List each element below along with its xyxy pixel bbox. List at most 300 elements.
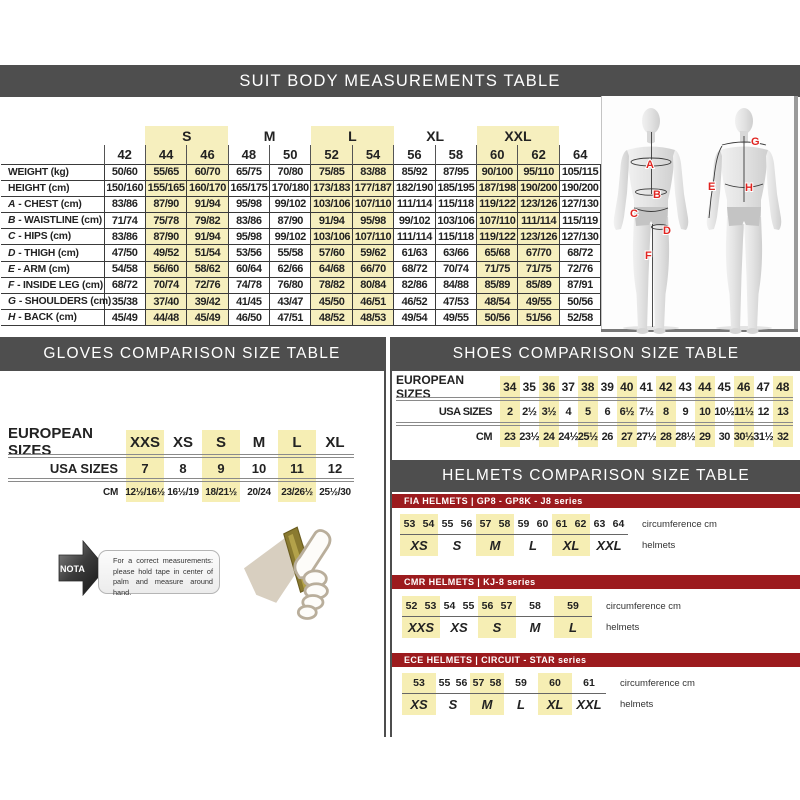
cm-size: 12½/16½ — [125, 486, 165, 498]
eu-size: 40 — [620, 379, 634, 394]
cmr-captions — [606, 596, 681, 638]
eu-size: XXS — [129, 433, 160, 451]
measurement-value: 60/64 — [228, 261, 269, 277]
ece-series-title: ECE HELMETS | CIRCUIT - STAR series — [404, 655, 587, 665]
shoes-size-column — [773, 376, 793, 447]
usa-size: 11½ — [734, 405, 754, 418]
measurement-value: 107/110 — [477, 213, 518, 229]
gloves-size-table — [8, 425, 354, 502]
gloves-size-column — [164, 430, 202, 502]
eu-size: 44 — [698, 379, 712, 394]
measurement-value: 190/200 — [559, 180, 600, 196]
measurement-value: 70/74 — [145, 277, 186, 293]
measurement-value: 105/115 — [559, 164, 600, 180]
size-col: 46 — [187, 145, 228, 164]
measurement-value: 79/82 — [187, 213, 228, 229]
measurement-value: 190/200 — [518, 180, 559, 196]
size-col: 50 — [270, 145, 311, 164]
shoes-size-column — [520, 376, 540, 447]
measurement-value: 84/88 — [435, 277, 476, 293]
eu-size: 42 — [659, 379, 673, 394]
shoes-size-column — [715, 376, 735, 447]
circumference-value: 64 — [612, 518, 625, 530]
measurement-label: E - ARM (cm) — [1, 261, 104, 277]
eu-size: 41 — [639, 379, 653, 394]
measurement-value: 60/70 — [187, 164, 228, 180]
measurement-value: 115/119 — [559, 213, 600, 229]
measurement-value: 91/94 — [187, 196, 228, 212]
measurement-value: 95/98 — [228, 196, 269, 212]
measurement-value: 43/47 — [270, 294, 311, 310]
measurement-value: 52/58 — [559, 310, 600, 326]
measurement-value: 64/68 — [311, 261, 352, 277]
measurement-value: 80/84 — [352, 277, 393, 293]
row-label: EUROPEAN SIZES — [8, 425, 94, 459]
size-col: 62 — [518, 145, 559, 164]
gloves-section-header — [0, 337, 384, 371]
label-A-chest: A — [646, 159, 654, 171]
measurement-value: 53/56 — [228, 245, 269, 261]
suit-size-group-row — [1, 126, 601, 145]
suit-measurement-row — [1, 213, 601, 229]
measurement-value: 47/51 — [270, 310, 311, 326]
measurement-value: 107/110 — [352, 196, 393, 212]
suit-measurement-row — [1, 294, 601, 310]
measurement-value: 62/66 — [270, 261, 311, 277]
usa-size: 8 — [662, 405, 669, 418]
measurement-value: 82/86 — [394, 277, 435, 293]
measurement-value: 103/106 — [311, 229, 352, 245]
thumbs-up-hand-icon — [230, 516, 342, 628]
circumference-value: 54 — [443, 600, 456, 612]
shoes-size-column — [637, 376, 657, 447]
measurement-value: 91/94 — [311, 213, 352, 229]
measurement-value: 87/90 — [145, 229, 186, 245]
usa-size: 7½ — [639, 405, 654, 418]
size-col: 54 — [352, 145, 393, 164]
mannequin-front-back-illustration — [601, 96, 798, 337]
cm-size: 16½/19 — [167, 486, 199, 498]
measurement-value: 68/72 — [394, 261, 435, 277]
cm-size: 31½ — [753, 430, 774, 443]
measurement-value: 50/56 — [477, 310, 518, 326]
measurement-value: 95/98 — [352, 213, 393, 229]
measurement-value: 187/198 — [477, 180, 518, 196]
circumference-value: 63 — [593, 518, 606, 530]
helmet-size-label: XS — [402, 693, 436, 715]
circumference-value: 54 — [422, 518, 435, 530]
measurement-value: 71/74 — [104, 213, 145, 229]
measurement-value: 85/92 — [394, 164, 435, 180]
circumference-value: 58 — [529, 600, 541, 612]
circumference-value: 55 — [438, 677, 451, 689]
usa-size: 12 — [757, 405, 769, 418]
measurement-value: 63/66 — [435, 245, 476, 261]
cm-size: 23½ — [519, 430, 540, 443]
circumference-value: 56 — [455, 677, 468, 689]
shoes-section-title: SHOES COMPARISON SIZE TABLE — [452, 345, 740, 362]
eu-size: 47 — [756, 379, 770, 394]
measurement-value: 48/53 — [352, 310, 393, 326]
measurement-value: 45/49 — [104, 310, 145, 326]
measurement-value: 160/170 — [187, 180, 228, 196]
helmet-size-label: XS — [400, 534, 438, 556]
size-group-xxl: XXL — [477, 126, 560, 145]
size-group-xl: XL — [426, 127, 445, 144]
helmet-size-group — [516, 596, 554, 638]
measurement-value: 87/90 — [145, 196, 186, 212]
measurement-value: 165/175 — [228, 180, 269, 196]
measurement-value: 47/53 — [435, 294, 476, 310]
measurement-value: 72/76 — [187, 277, 228, 293]
measurement-value: 70/80 — [270, 164, 311, 180]
shoes-size-column — [734, 376, 754, 447]
measurement-value: 56/60 — [145, 261, 186, 277]
section-divider — [384, 337, 392, 737]
measurement-value: 99/102 — [270, 196, 311, 212]
usa-size: 13 — [777, 405, 789, 418]
measurement-value: 78/82 — [311, 277, 352, 293]
measurement-value: 72/76 — [559, 261, 600, 277]
shoes-size-column — [754, 376, 774, 447]
helmet-size-label: XXL — [590, 534, 628, 556]
helmet-size-group — [402, 673, 436, 715]
usa-size: 6½ — [619, 405, 634, 418]
shoes-size-column — [578, 376, 598, 447]
gloves-size-column — [126, 430, 164, 502]
suit-section-header — [0, 65, 800, 97]
measurement-value: 123/126 — [518, 196, 559, 212]
size-group-s: S — [145, 126, 228, 145]
circumference-value: 57 — [479, 518, 492, 530]
size-col: 60 — [477, 145, 518, 164]
label-C-hips: C — [630, 208, 638, 220]
row-label: CM — [475, 430, 492, 443]
measurement-label: H - BACK (cm) — [1, 310, 104, 326]
measurement-label: F - INSIDE LEG (cm) — [1, 277, 104, 293]
measurement-value: 35/38 — [104, 294, 145, 310]
usa-size: 8 — [179, 460, 187, 476]
measurement-value: 54/58 — [104, 261, 145, 277]
eu-size: 37 — [561, 379, 575, 394]
ece-helmets-series-bar — [392, 653, 800, 667]
label-F-inside-leg: F — [645, 250, 652, 262]
fia-helmets-series-bar — [392, 494, 800, 508]
shoes-size-column — [676, 376, 696, 447]
helmet-size-label: S — [478, 616, 516, 638]
circumference-value: 53 — [413, 677, 425, 689]
measurement-value: 58/62 — [187, 261, 228, 277]
row-label: USA SIZES — [438, 405, 492, 418]
cm-size: 30½ — [733, 430, 754, 443]
measurement-value: 91/94 — [187, 229, 228, 245]
measurement-value: 45/50 — [311, 294, 352, 310]
measurement-value: 49/52 — [145, 245, 186, 261]
helmet-size-label: M — [476, 534, 514, 556]
label-E-arm: E — [708, 181, 716, 193]
suit-measurement-row — [1, 196, 601, 212]
suit-section-title: SUIT BODY MEASUREMENTS TABLE — [239, 71, 561, 90]
measurement-value: 150/160 — [104, 180, 145, 196]
measurement-value: 55/58 — [270, 245, 311, 261]
eu-size: S — [215, 433, 226, 451]
suit-measurement-row — [1, 245, 601, 261]
nota-badge: NOTA — [60, 564, 85, 574]
fia-series-title: FIA HELMETS | GP8 - GP8K - J8 series — [404, 496, 583, 506]
gloves-size-column — [240, 430, 278, 502]
helmet-size-label: XXS — [402, 616, 440, 638]
cm-size: 23 — [504, 430, 516, 443]
helmet-size-group — [590, 514, 628, 556]
cm-size: 24½ — [558, 430, 579, 443]
measurement-value: 119/122 — [477, 196, 518, 212]
cm-size: 27 — [621, 430, 633, 443]
measurement-value: 57/60 — [311, 245, 352, 261]
usa-size: 10 — [251, 460, 267, 476]
measurement-value: 46/50 — [228, 310, 269, 326]
measurement-value: 39/42 — [187, 294, 228, 310]
cm-size: 18/21½ — [205, 486, 237, 498]
measurement-label: A - CHEST (cm) — [1, 196, 104, 212]
helmet-size-group — [476, 514, 514, 556]
helmet-size-group — [440, 596, 478, 638]
measuring-note — [52, 516, 352, 631]
measurement-value: 45/49 — [187, 310, 228, 326]
measurement-label: D - THIGH (cm) — [1, 245, 104, 261]
measurement-value: 115/118 — [435, 196, 476, 212]
circumference-value: 56 — [460, 518, 473, 530]
cm-size: 27½ — [636, 430, 657, 443]
size-col: 64 — [559, 145, 600, 164]
cm-size: 26 — [601, 430, 613, 443]
usa-size: 2 — [506, 405, 513, 418]
gloves-row-labels — [8, 425, 126, 502]
measurement-value: 41/45 — [228, 294, 269, 310]
suit-measurement-row — [1, 277, 601, 293]
measurement-label: C - HIPS (cm) — [1, 229, 104, 245]
measurement-value: 127/130 — [559, 196, 600, 212]
measurement-value: 75/85 — [311, 164, 352, 180]
eu-size: L — [292, 433, 302, 451]
measurement-value: 85/89 — [477, 277, 518, 293]
measurement-value: 95/98 — [228, 229, 269, 245]
measurement-value: 55/65 — [145, 164, 186, 180]
measurement-value: 74/78 — [228, 277, 269, 293]
measurement-value: 123/126 — [518, 229, 559, 245]
measurement-value: 173/183 — [311, 180, 352, 196]
measurement-value: 67/70 — [518, 245, 559, 261]
circumference-value: 62 — [574, 518, 587, 530]
measurement-value: 103/106 — [311, 196, 352, 212]
cm-size: 30 — [718, 430, 730, 443]
usa-size: 10½ — [714, 405, 735, 418]
usa-size: 10 — [699, 405, 711, 418]
size-col: 42 — [104, 145, 145, 164]
measurement-value: 51/56 — [518, 310, 559, 326]
caption-circumference: circumference cm — [642, 518, 717, 530]
circumference-value: 61 — [583, 677, 595, 689]
eu-size: XS — [172, 433, 193, 451]
gloves-section-title: GLOVES COMPARISON SIZE TABLE — [43, 345, 341, 362]
measurement-value: 61/63 — [394, 245, 435, 261]
helmet-size-label: M — [470, 693, 504, 715]
eu-size: 38 — [581, 379, 595, 394]
measurement-value: 83/86 — [104, 229, 145, 245]
measurement-value: 48/52 — [311, 310, 352, 326]
circumference-value: 55 — [441, 518, 454, 530]
suit-measurement-row — [1, 261, 601, 277]
measurement-value: 127/130 — [559, 229, 600, 245]
size-col: 56 — [394, 145, 435, 164]
helmet-size-group — [436, 673, 470, 715]
caption-helmets: helmets — [620, 698, 654, 710]
floor-line — [601, 329, 798, 332]
measurement-value: 87/91 — [559, 277, 600, 293]
measurement-value: 87/90 — [270, 213, 311, 229]
cmr-helmets-series-bar — [392, 575, 800, 589]
measurement-value: 51/54 — [187, 245, 228, 261]
measurement-value: 76/80 — [270, 277, 311, 293]
helmet-size-label: S — [436, 693, 470, 715]
size-col: 44 — [145, 145, 186, 164]
measurement-value: 37/40 — [145, 294, 186, 310]
size-group-m: M — [263, 127, 276, 144]
shoes-size-column — [695, 376, 715, 447]
nota-text: For a correct measurements: please hold tape in center of palm and measure around hand. — [113, 556, 213, 597]
circumference-value: 57 — [472, 677, 485, 689]
measurement-value: 70/74 — [435, 261, 476, 277]
measurement-value: 71/75 — [477, 261, 518, 277]
measurement-value: 46/51 — [352, 294, 393, 310]
helmet-size-label: XL — [538, 693, 572, 715]
row-label: USA SIZES — [49, 460, 118, 476]
cm-size: 24 — [543, 430, 555, 443]
cmr-helmets-table — [402, 596, 681, 638]
cm-size: 25½/30 — [319, 486, 351, 498]
measurement-value: 87/95 — [435, 164, 476, 180]
label-D-thigh: D — [663, 225, 671, 237]
measurement-value: 182/190 — [394, 180, 435, 196]
measurement-value: 46/52 — [394, 294, 435, 310]
cm-size: 20/24 — [247, 486, 271, 498]
measurement-value: 99/102 — [270, 229, 311, 245]
helmet-size-group — [572, 673, 606, 715]
eu-size: 36 — [542, 379, 556, 394]
eu-size: 35 — [522, 379, 536, 394]
measurement-value: 75/78 — [145, 213, 186, 229]
circumference-value: 60 — [536, 518, 549, 530]
measurement-value: 47/50 — [104, 245, 145, 261]
ece-captions — [620, 673, 695, 715]
measurement-label: HEIGHT (cm) — [1, 180, 104, 196]
measurement-value: 155/165 — [145, 180, 186, 196]
shoes-size-column — [656, 376, 676, 447]
usa-size: 7 — [141, 460, 149, 476]
measurement-value: 50/60 — [104, 164, 145, 180]
gloves-size-column — [278, 430, 316, 502]
measurement-value: 83/86 — [104, 196, 145, 212]
helmet-size-group — [538, 673, 572, 715]
circumference-value: 61 — [555, 518, 568, 530]
fia-captions — [642, 514, 717, 556]
shoes-size-table — [396, 372, 793, 447]
eu-size: 46 — [737, 379, 751, 394]
measurement-value: 111/114 — [518, 213, 559, 229]
measurement-value: 68/72 — [104, 277, 145, 293]
cm-size: 28½ — [675, 430, 696, 443]
usa-size: 12 — [327, 460, 343, 476]
gloves-size-column — [202, 430, 240, 502]
circumference-value: 53 — [403, 518, 416, 530]
label-G-shoulders: G — [751, 136, 760, 148]
helmet-size-group — [470, 673, 504, 715]
usa-size: 5 — [584, 405, 591, 418]
label-H-back: H — [745, 182, 753, 194]
helmet-size-label: XL — [552, 534, 590, 556]
shoes-size-column — [559, 376, 579, 447]
measurement-value: 119/122 — [477, 229, 518, 245]
circumference-value: 58 — [489, 677, 502, 689]
usa-size: 11 — [290, 460, 304, 476]
circumference-value: 59 — [517, 518, 530, 530]
size-group-l: L — [311, 126, 394, 145]
suit-measurement-row — [1, 229, 601, 245]
shoes-size-column — [500, 376, 520, 447]
gloves-size-column — [316, 430, 354, 502]
circumference-value: 53 — [424, 600, 437, 612]
measurement-value: 65/68 — [477, 245, 518, 261]
caption-circumference: circumference cm — [620, 677, 695, 689]
shoes-row-labels — [396, 372, 500, 447]
measurement-value: 185/195 — [435, 180, 476, 196]
shoes-size-column — [598, 376, 618, 447]
measurement-value: 90/100 — [477, 164, 518, 180]
helmet-size-label: L — [504, 693, 538, 715]
panel-left-border — [601, 96, 602, 332]
measurement-value: 44/48 — [145, 310, 186, 326]
measurement-value: 83/88 — [352, 164, 393, 180]
cm-size: 29 — [699, 430, 711, 443]
measurement-value: 59/62 — [352, 245, 393, 261]
measurement-value: 177/187 — [352, 180, 393, 196]
eu-size: 34 — [503, 379, 517, 394]
helmets-section-header — [392, 460, 800, 492]
measurement-value: 83/86 — [228, 213, 269, 229]
circumference-value: 58 — [498, 518, 511, 530]
body-measurement-figures — [601, 96, 798, 337]
measurement-value: 170/180 — [270, 180, 311, 196]
row-label: EUROPEAN SIZES — [396, 372, 465, 401]
circumference-value: 55 — [462, 600, 475, 612]
helmet-size-group — [438, 514, 476, 556]
shoes-section-header — [392, 337, 800, 371]
usa-size: 6 — [604, 405, 611, 418]
mannequin-front — [614, 108, 689, 334]
helmet-size-group — [514, 514, 552, 556]
helmet-size-group — [400, 514, 438, 556]
size-col: 48 — [228, 145, 269, 164]
label-B-waistline: B — [653, 189, 661, 201]
measurement-value: 65/75 — [228, 164, 269, 180]
helmet-size-label: XS — [440, 616, 478, 638]
eu-size: M — [252, 433, 266, 451]
ece-helmets-table — [402, 673, 695, 715]
helmet-size-label: L — [554, 616, 592, 638]
measurement-value: 49/54 — [394, 310, 435, 326]
eu-size: 48 — [776, 379, 790, 394]
measurement-label: B - WAISTLINE (cm) — [1, 213, 104, 229]
fia-helmets-table — [400, 514, 717, 556]
